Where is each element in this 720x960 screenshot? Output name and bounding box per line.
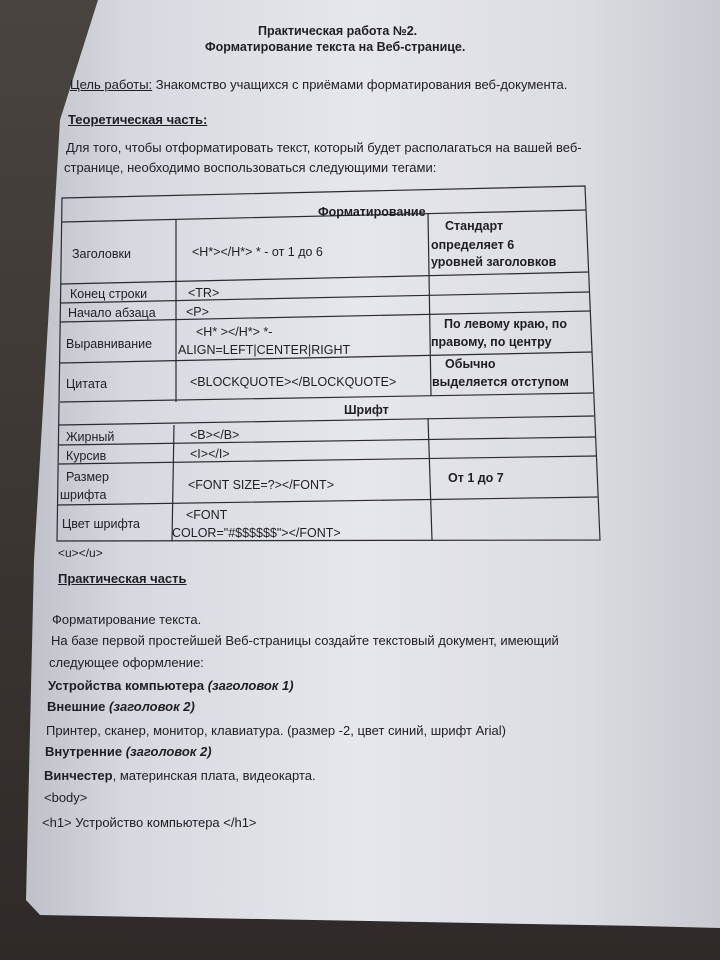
row-bold-name: Жирный xyxy=(66,430,115,444)
example-h1 xyxy=(48,678,294,693)
row-headings-note-2: определяет 6 xyxy=(431,238,515,252)
row-headings-name: Заголовки xyxy=(72,247,131,261)
example-h1-text: Устройства компьютера xyxy=(48,678,205,693)
row-headings-note-3: уровней заголовков xyxy=(431,255,557,269)
section-font: Шрифт xyxy=(344,403,389,417)
title-line-2: Форматирование текста на Веб-странице. xyxy=(205,40,466,54)
title-line-1: Практическая работа №2. xyxy=(258,24,418,38)
example-external-text: Принтер, сканер, монитор, клавиатура. (размер -2, цвет синий, шрифт Arial) xyxy=(46,723,506,738)
row-headings-tag: <H*></H*> * - от 1 до 6 xyxy=(192,245,323,259)
example-h2a-text: Внешние xyxy=(47,699,106,714)
example-h2-internal xyxy=(45,744,212,759)
example-h1-note: (заголовок 1) xyxy=(204,678,294,693)
row-align-name: Выравнивание xyxy=(66,337,153,351)
example-internal-text xyxy=(44,768,316,783)
row-size-note: От 1 до 7 xyxy=(448,471,504,485)
example-h2b-text: Внутренние xyxy=(45,744,123,759)
row-paragraph-tag: <P> xyxy=(186,305,209,319)
row-quote-note-1: Обычно xyxy=(445,357,496,371)
section-formatting: Форматирование xyxy=(318,205,426,219)
row-quote-name: Цитата xyxy=(66,377,108,391)
row-align-tag-2: ALIGN=LEFT|CENTER|RIGHT xyxy=(178,343,351,357)
row-size-name-2: шрифта xyxy=(60,488,107,502)
practice-heading: Практическая часть xyxy=(58,571,187,586)
row-align-note-2: правому, по центру xyxy=(431,335,552,349)
goal-label: Цель работы: xyxy=(70,77,153,92)
intro-line-1: Для того, чтобы отформатировать текст, который будет располагаться на вашей веб- xyxy=(66,140,582,155)
row-linebreak-tag: <TR> xyxy=(188,286,220,300)
example-h2-external xyxy=(47,699,195,714)
row-linebreak-name: Конец строки xyxy=(70,287,148,301)
row-quote-tag: <BLOCKQUOTE></BLOCKQUOTE> xyxy=(190,375,397,389)
row-align-tag-1: <H* ></H*> *- xyxy=(196,325,273,339)
row-paragraph-name: Начало абзаца xyxy=(68,306,156,320)
u-tag-note: <u></u> xyxy=(58,546,103,560)
intro-line-2: странице, необходимо воспользоваться следующими тегами: xyxy=(64,160,437,175)
row-align-note-1: По левому краю, по xyxy=(444,317,567,331)
row-size-name-1: Размер xyxy=(66,470,109,484)
row-color-name: Цвет шрифта xyxy=(62,517,140,531)
practice-line-1: Форматирование текста. xyxy=(52,612,202,627)
row-size-tag: <FONT SIZE=?></FONT> xyxy=(188,478,334,492)
row-bold-tag: <B></B> xyxy=(190,428,240,442)
row-italic-tag: <I></I> xyxy=(190,447,230,461)
practice-line-3: следующее оформление: xyxy=(49,655,204,670)
example-h2b-note: (заголовок 2) xyxy=(122,744,212,759)
example-h2a-note: (заголовок 2) xyxy=(105,699,195,714)
row-color-tag-2: COLOR="#$$$$$$"></FONT> xyxy=(172,526,341,540)
code-line-1: <body> xyxy=(44,790,88,805)
theory-heading: Теоретическая часть: xyxy=(68,112,208,127)
row-headings-note-1: Стандарт xyxy=(445,219,504,233)
practice-line-2: На базе первой простейшей Веб-страницы создайте текстовый документ, имеющий xyxy=(51,633,559,648)
goal-text: Знакомство учащихся с приёмами форматирования веб-документа. xyxy=(152,77,568,92)
row-quote-note-2: выделяется отступом xyxy=(432,375,569,389)
row-italic-name: Курсив xyxy=(66,449,107,463)
code-line-2: <h1> Устройство компьютера </h1> xyxy=(42,815,257,830)
row-color-tag-1: <FONT xyxy=(186,508,228,522)
example-internal-bold: Винчестер xyxy=(44,768,113,783)
example-internal-rest: , материнская плата, видеокарта. xyxy=(112,768,316,783)
